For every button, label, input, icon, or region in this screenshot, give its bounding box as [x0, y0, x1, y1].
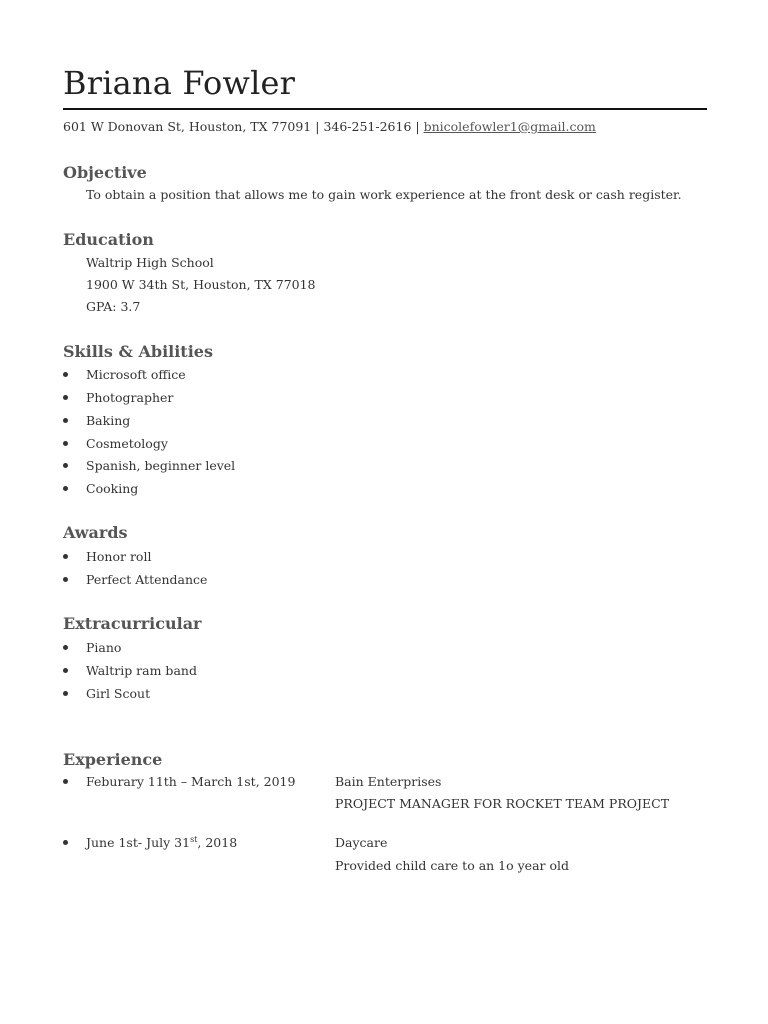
experience-description: Provided child care to an 1o year old [335, 858, 570, 873]
contact-address: 601 W Donovan St, Houston, TX 77091 [63, 119, 312, 134]
extracurricular-item: Waltrip ram band [86, 663, 197, 678]
bullet-icon [63, 779, 68, 784]
award-item: Perfect Attendance [86, 572, 208, 587]
bullet-icon [63, 372, 68, 377]
bullet-icon [63, 645, 68, 650]
extracurricular-item: Girl Scout [86, 686, 151, 701]
experience-dates-suffix: st [190, 834, 198, 844]
experience-dates: Feburary 11th – March 1st, 2019 [86, 774, 296, 789]
skill-item: Photographer [86, 390, 174, 405]
header-divider [63, 108, 707, 110]
award-item: Honor roll [86, 549, 152, 564]
contact-email-link[interactable]: bnicolefowler1@gmail.com [423, 119, 596, 134]
education-address: 1900 W 34th St, Houston, TX 77018 [86, 277, 316, 292]
candidate-name: Briana Fowler [63, 64, 296, 102]
contact-line [63, 119, 596, 134]
bullet-icon [63, 577, 68, 582]
bullet-icon [63, 840, 68, 845]
bullet-icon [63, 691, 68, 696]
skill-item: Microsoft office [86, 367, 186, 382]
bullet-icon [63, 668, 68, 673]
contact-separator: | [311, 119, 324, 134]
awards-heading: Awards [63, 523, 128, 542]
education-school: Waltrip High School [86, 255, 214, 270]
skill-item: Cosmetology [86, 436, 168, 451]
contact-separator: | [411, 119, 424, 134]
skill-item: Baking [86, 413, 131, 428]
experience-company: Daycare [335, 835, 388, 850]
objective-heading: Objective [63, 163, 147, 182]
extracurricular-heading: Extracurricular [63, 614, 202, 633]
skills-heading: Skills & Abilities [63, 342, 213, 361]
contact-phone: 346-251-2616 [323, 119, 412, 134]
experience-dates-year: , 2018 [197, 835, 238, 850]
education-gpa: GPA: 3.7 [86, 299, 141, 314]
bullet-icon [63, 463, 68, 468]
experience-heading: Experience [63, 750, 163, 769]
education-heading: Education [63, 230, 154, 249]
experience-dates [86, 835, 237, 850]
extracurricular-item: Piano [86, 640, 122, 655]
bullet-icon [63, 441, 68, 446]
experience-company: Bain Enterprises [335, 774, 442, 789]
bullet-icon [63, 418, 68, 423]
bullet-icon [63, 554, 68, 559]
skill-item: Spanish, beginner level [86, 458, 236, 473]
bullet-icon [63, 486, 68, 491]
objective-text: To obtain a position that allows me to gain work experience at the front desk or cash register. [86, 187, 682, 202]
bullet-icon [63, 395, 68, 400]
experience-dates-start: June 1st- July 31 [86, 835, 191, 850]
skill-item: Cooking [86, 481, 139, 496]
experience-description: PROJECT MANAGER FOR ROCKET TEAM PROJECT [335, 796, 670, 811]
